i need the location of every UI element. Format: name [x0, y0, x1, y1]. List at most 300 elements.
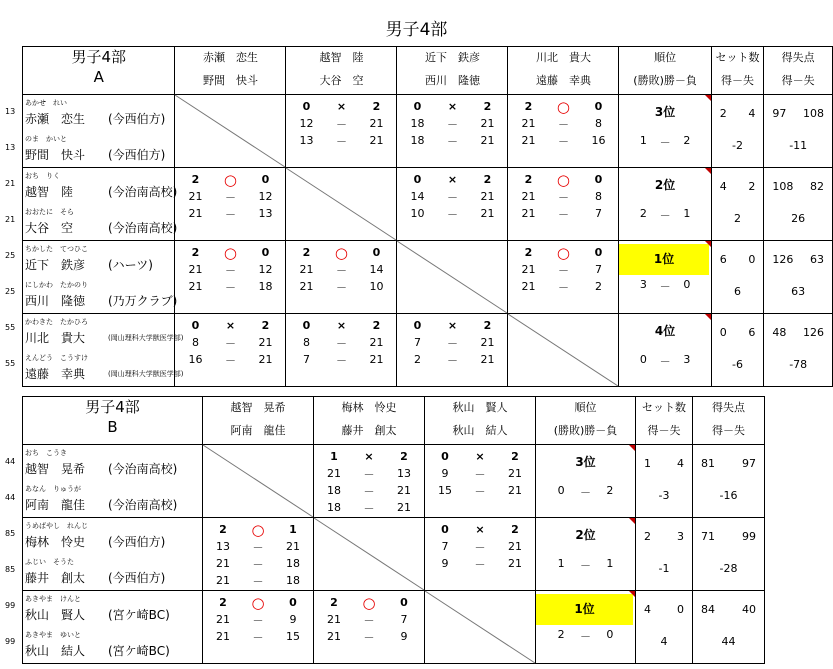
column-header-name: 越智 陸 [319, 51, 364, 64]
player-name: 遠藤 幸典 [25, 367, 86, 381]
score-for: 7 [441, 540, 449, 553]
diagonal-line [397, 241, 507, 313]
games-won: 0 [441, 523, 449, 536]
score-against: 21 [258, 353, 273, 366]
score-for: 10 [410, 207, 425, 220]
player-name: 大谷 空 [25, 221, 74, 235]
sets-totals [636, 591, 692, 616]
games-lost: 2 [372, 100, 381, 113]
score-against: 7 [594, 263, 602, 276]
score-for: 21 [521, 263, 536, 276]
team-row [23, 591, 765, 664]
score-for: 21 [521, 134, 536, 147]
seed-number: 13 [5, 107, 16, 116]
score-against: 21 [480, 336, 495, 349]
player-entry [23, 277, 178, 313]
score-dash: － [363, 484, 375, 498]
sets-totals [636, 518, 692, 543]
score-for: 21 [327, 613, 341, 626]
score-dash: － [446, 190, 458, 204]
match-result [286, 244, 396, 261]
column-header-name: 阿南 龍佳 [230, 424, 286, 437]
column-header-name: 近下 鉄彦 [424, 51, 480, 64]
player-furigana: おおたに そら [25, 208, 74, 216]
score-against: 14 [369, 263, 384, 276]
score-against: 21 [397, 484, 411, 497]
self-match-cell [286, 168, 397, 241]
sets-won: 2 [719, 107, 727, 120]
game-score [425, 465, 535, 482]
games-won: 2 [219, 596, 227, 609]
player-name: 越智 陸 [25, 185, 74, 199]
player-entry [23, 518, 202, 554]
games-lost: 2 [400, 450, 408, 463]
loss-mark: × [225, 319, 236, 332]
games-lost: 0 [289, 596, 297, 609]
team-row [23, 518, 765, 591]
score-against: 21 [480, 190, 495, 203]
points-diff: -78 [789, 358, 808, 371]
score-dash: － [363, 630, 375, 644]
games-lost: 0 [400, 596, 408, 609]
games-lost: 2 [372, 319, 381, 332]
sets-cell [711, 168, 764, 241]
points-cell [764, 95, 833, 168]
score-against: 12 [258, 263, 273, 276]
match-result [203, 594, 313, 611]
score-against: 21 [397, 501, 411, 514]
column-header-name: 梅林 怜史 [341, 401, 397, 414]
games-lost: 0 [594, 173, 603, 186]
sets-cell [636, 445, 693, 518]
diagonal-line [175, 95, 285, 167]
points-won: 81 [701, 457, 715, 470]
games-won: 2 [524, 100, 533, 113]
score-dash: － [557, 207, 569, 221]
group-name: 男子4部 [85, 398, 140, 416]
score-for: 16 [188, 353, 203, 366]
win-mark: ○ [334, 243, 348, 262]
wins: 3 [639, 278, 647, 291]
sets-lost: 3 [677, 530, 684, 543]
sets-header-label: セット数 [715, 51, 760, 64]
points-diff: 63 [791, 285, 806, 298]
match-cell [203, 591, 314, 664]
group-name-cell [23, 47, 175, 95]
player-entry [23, 168, 178, 204]
score-against: 21 [480, 353, 495, 366]
self-match-cell [397, 241, 508, 314]
diagonal-line [286, 168, 396, 240]
score-dash: － [252, 557, 264, 571]
games-lost: 0 [261, 246, 270, 259]
score-dash: － [252, 574, 264, 588]
score-dash: － [363, 501, 375, 515]
player-club: (今治南高校) [108, 221, 178, 235]
score-against: 9 [400, 630, 408, 643]
sets-won: 4 [719, 180, 727, 193]
score-dash: － [335, 280, 347, 294]
seed-number: 85 [5, 565, 16, 574]
score-against: 21 [508, 467, 522, 480]
sets-won: 2 [644, 530, 651, 543]
sets-totals [712, 168, 764, 193]
game-score [286, 115, 396, 132]
loss-mark: × [475, 523, 485, 536]
rank-header [619, 47, 711, 95]
games-lost: 2 [483, 173, 492, 186]
score-against: 9 [289, 613, 297, 626]
player-name: 西川 隆徳 [25, 294, 86, 308]
points-diff: 44 [721, 635, 736, 648]
score-for: 8 [302, 336, 310, 349]
score-for: 21 [521, 207, 536, 220]
win-loss [536, 484, 635, 500]
player-furigana: おち りく [25, 172, 60, 180]
player-entry [23, 241, 174, 277]
seed-number: 44 [5, 457, 16, 466]
sets-diff: 2 [734, 212, 742, 225]
column-header [314, 397, 425, 445]
seed-number: 85 [5, 529, 16, 538]
player-club: (今西伯方) [108, 535, 166, 549]
match-cell [397, 95, 508, 168]
sets-cell [636, 591, 693, 664]
rank-header-label: 順位 [574, 401, 597, 414]
rank-label: 4位 [654, 324, 676, 338]
sets-header-label: 得－失 [647, 424, 681, 437]
column-header-name: 越智 晃希 [230, 401, 286, 414]
wins: 1 [639, 134, 647, 147]
self-match-cell [425, 591, 536, 664]
diagonal-line [314, 518, 424, 590]
match-cell [314, 591, 425, 664]
player-name: 近下 鉄彦 [25, 258, 86, 272]
score-dash: － [557, 190, 569, 204]
wins: 2 [639, 207, 647, 220]
games-won: 2 [191, 173, 200, 186]
team-cell [23, 518, 203, 591]
score-for: 21 [188, 280, 203, 293]
score-for: 7 [413, 336, 421, 349]
seed-number: 99 [5, 637, 16, 646]
game-score [508, 261, 618, 278]
score-for: 21 [216, 630, 230, 643]
group-name: 男子4部 [71, 48, 126, 66]
score-for: 13 [216, 540, 230, 553]
game-score [397, 115, 507, 132]
win-mark: ○ [251, 520, 265, 539]
match-result [314, 448, 424, 465]
win-mark: ○ [556, 170, 570, 189]
seed-number: 99 [5, 601, 16, 610]
score-against: 21 [258, 336, 273, 349]
losses: 0 [606, 628, 614, 641]
score-dash: － [252, 613, 264, 627]
game-score [203, 555, 313, 572]
win-loss [536, 628, 635, 644]
win-mark: ○ [251, 593, 265, 612]
match-result [286, 98, 396, 115]
points-header-label: 得－失 [781, 74, 815, 87]
score-for: 21 [327, 630, 341, 643]
losses: 1 [683, 207, 691, 220]
sets-header [711, 47, 764, 95]
player-furigana: かわきた たかひろ [25, 318, 88, 326]
game-score [397, 351, 507, 368]
player-name: 藤井 創太 [25, 571, 86, 585]
column-header-name: 西川 隆徳 [424, 74, 480, 87]
points-cell [764, 168, 833, 241]
rank-cell [619, 168, 711, 241]
player-entry [23, 314, 184, 350]
points-totals [764, 168, 832, 193]
player-furigana: あかせ れい [25, 99, 67, 107]
column-header-name: 遠藤 幸典 [535, 74, 591, 87]
sets-cell [711, 95, 764, 168]
game-score [286, 278, 396, 295]
player-club: (宮ケ崎BC) [108, 644, 170, 658]
points-diff: -16 [719, 489, 738, 502]
points-lost: 63 [810, 253, 824, 266]
points-won: 71 [701, 530, 715, 543]
player-name: 梅林 怜史 [25, 535, 86, 549]
sets-cell [711, 241, 764, 314]
player-name: 野間 快斗 [25, 148, 86, 162]
score-for: 18 [410, 134, 425, 147]
game-score [175, 261, 285, 278]
sets-header [636, 397, 693, 445]
comment-marker [705, 241, 711, 247]
column-header [425, 397, 536, 445]
points-cell [693, 591, 765, 664]
games-lost: 0 [594, 100, 603, 113]
match-result [175, 244, 285, 261]
match-cell [175, 168, 286, 241]
losses: 1 [606, 557, 614, 570]
points-totals [693, 518, 764, 543]
score-against: 21 [508, 540, 522, 553]
rank-label: 1位 [619, 244, 708, 275]
team-row [23, 95, 833, 168]
loss-mark: × [447, 319, 458, 332]
score-for: 18 [410, 117, 425, 130]
sets-diff: -6 [732, 358, 744, 371]
player-furigana: あきやま ゆいと [25, 631, 81, 639]
sets-lost: 4 [748, 107, 756, 120]
sets-won: 1 [644, 457, 651, 470]
points-lost: 126 [803, 326, 824, 339]
loss-mark: × [447, 173, 458, 186]
score-against: 21 [286, 540, 300, 553]
points-header [693, 397, 765, 445]
score-for: 8 [191, 336, 199, 349]
points-totals [693, 591, 764, 616]
score-dash: － [557, 280, 569, 294]
game-score [175, 334, 285, 351]
score-for: 18 [327, 484, 341, 497]
win-loss [619, 207, 710, 223]
diagonal-line [508, 314, 618, 386]
score-against: 7 [400, 613, 408, 626]
win-loss-dash: － [659, 209, 671, 222]
game-score [508, 278, 618, 295]
score-against: 10 [369, 280, 384, 293]
wins: 2 [557, 628, 565, 641]
score-dash: － [335, 117, 347, 131]
sets-diff: 4 [660, 635, 668, 648]
wins: 1 [557, 557, 565, 570]
game-score [397, 188, 507, 205]
score-for: 21 [299, 263, 314, 276]
match-result [508, 171, 618, 188]
match-cell [397, 168, 508, 241]
points-header-label: 得失点 [712, 401, 745, 414]
games-won: 2 [219, 523, 227, 536]
game-score [203, 628, 313, 645]
seed-number: 21 [5, 179, 16, 188]
sets-cell [636, 518, 693, 591]
games-won: 1 [330, 450, 338, 463]
match-result [425, 521, 535, 538]
score-dash: － [335, 134, 347, 148]
score-for: 9 [441, 467, 449, 480]
player-furigana: あなん りゅうが [25, 485, 81, 493]
points-won: 48 [772, 326, 787, 339]
match-result [286, 317, 396, 334]
player-entry [23, 204, 178, 240]
score-for: 21 [521, 280, 536, 293]
loss-mark: × [364, 450, 374, 463]
player-club: (今西伯方) [108, 148, 166, 162]
game-score [397, 334, 507, 351]
score-dash: － [474, 467, 486, 481]
games-lost: 2 [483, 319, 492, 332]
games-won: 2 [524, 173, 533, 186]
score-dash: － [474, 484, 486, 498]
rank-cell [619, 314, 711, 387]
team-row [23, 168, 833, 241]
player-name: 秋山 結人 [25, 644, 86, 658]
score-against: 21 [369, 336, 384, 349]
player-entry [23, 131, 174, 167]
player-club: (岡山理科大学獣医学部) [108, 370, 184, 378]
score-against: 8 [594, 190, 602, 203]
score-for: 9 [441, 557, 449, 570]
score-dash: － [224, 336, 236, 350]
points-totals [764, 95, 832, 120]
score-dash: － [224, 353, 236, 367]
game-score [175, 188, 285, 205]
match-cell [508, 95, 619, 168]
sets-diff: -3 [658, 489, 670, 502]
points-lost: 97 [742, 457, 756, 470]
games-lost: 0 [594, 246, 603, 259]
rank-cell [619, 95, 711, 168]
sets-lost: 6 [748, 326, 756, 339]
sets-totals [636, 445, 692, 470]
game-score [425, 555, 535, 572]
player-club: (岡山理科大学獣医学部) [108, 334, 184, 342]
game-score [508, 188, 618, 205]
games-won: 0 [413, 319, 422, 332]
score-for: 14 [410, 190, 425, 203]
score-dash: － [446, 336, 458, 350]
comment-marker [629, 445, 635, 451]
seed-number: 13 [5, 143, 16, 152]
game-score [397, 132, 507, 149]
score-for: 21 [216, 574, 230, 587]
column-header-name: 川北 貴大 [535, 51, 591, 64]
match-cell [175, 241, 286, 314]
player-furigana: あきやま けんと [25, 595, 81, 603]
sets-cell [711, 314, 764, 387]
points-cell [693, 518, 765, 591]
rank-cell [536, 518, 636, 591]
score-against: 15 [286, 630, 300, 643]
rank-cell [619, 241, 711, 314]
rank-label: 3位 [575, 455, 596, 469]
score-against: 13 [258, 207, 273, 220]
player-furigana: ちかした てつひこ [25, 245, 88, 253]
match-result [508, 98, 618, 115]
score-dash: － [446, 207, 458, 221]
win-mark: ○ [362, 593, 376, 612]
win-loss-dash: － [659, 355, 671, 368]
match-cell [203, 518, 314, 591]
points-header-label: 得失点 [781, 51, 815, 64]
team-cell [23, 445, 203, 518]
points-cell [764, 314, 833, 387]
points-diff: -11 [789, 139, 808, 152]
sets-won: 0 [719, 326, 727, 339]
games-won: 0 [302, 100, 311, 113]
self-match-cell [314, 518, 425, 591]
score-against: 18 [258, 280, 273, 293]
score-for: 2 [413, 353, 421, 366]
score-against: 21 [480, 134, 495, 147]
team-row [23, 445, 765, 518]
match-cell [425, 518, 536, 591]
match-cell [508, 168, 619, 241]
games-won: 0 [441, 450, 449, 463]
score-against: 2 [594, 280, 602, 293]
game-score [286, 132, 396, 149]
points-won: 84 [701, 603, 715, 616]
player-name: 阿南 龍佳 [25, 498, 86, 512]
score-against: 18 [286, 557, 300, 570]
score-dash: － [557, 134, 569, 148]
rank-label: 1位 [536, 594, 633, 625]
points-header [764, 47, 833, 95]
rank-cell [536, 445, 636, 518]
player-club: (宮ケ崎BC) [108, 608, 170, 622]
sets-lost: 2 [748, 180, 756, 193]
game-score [508, 132, 618, 149]
rank-header-label: 順位 [654, 51, 677, 64]
score-against: 21 [508, 557, 522, 570]
game-score [314, 482, 424, 499]
player-club: (今治南高校) [108, 462, 178, 476]
score-against: 7 [594, 207, 602, 220]
points-won: 108 [772, 180, 794, 193]
score-dash: － [474, 557, 486, 571]
win-loss-dash: － [659, 136, 671, 149]
player-name: 赤瀬 恋生 [25, 112, 86, 126]
game-score [286, 334, 396, 351]
loss-mark: × [336, 319, 347, 332]
points-totals [693, 445, 764, 470]
